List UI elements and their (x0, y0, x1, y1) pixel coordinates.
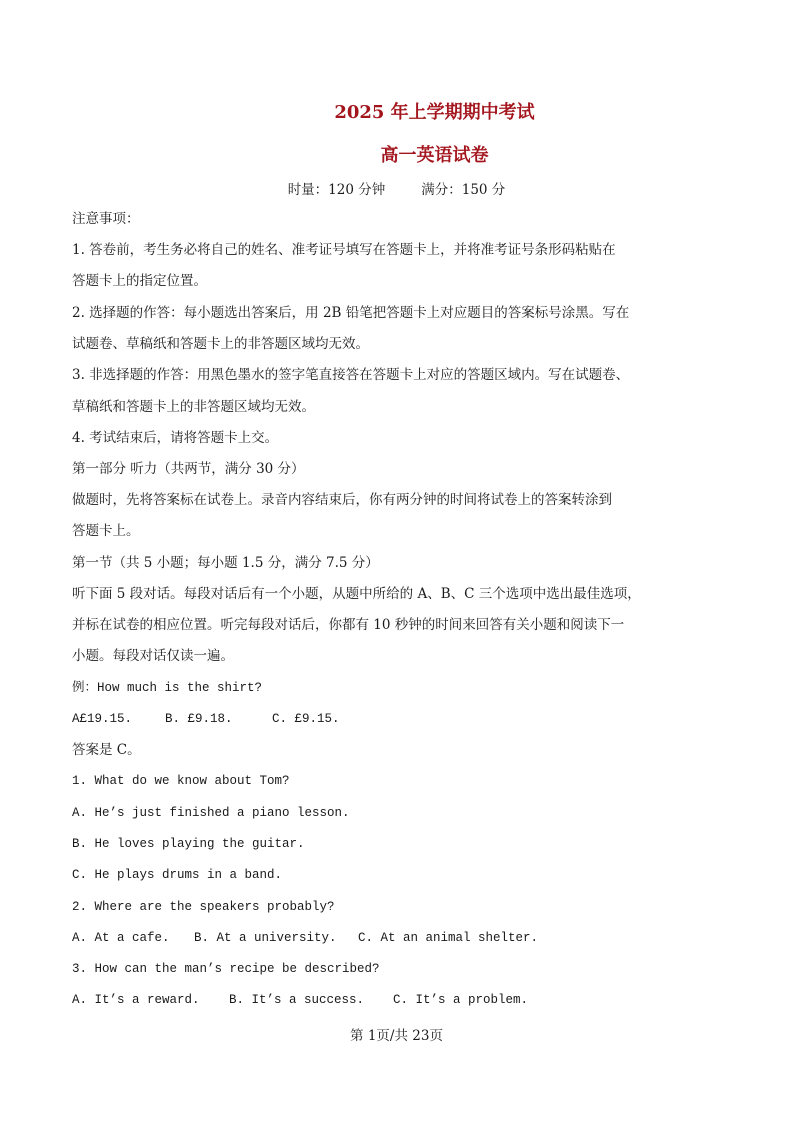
exam-title: 2025 年上学期期中考试 (334, 102, 535, 123)
note-line: 3. 非选择题的作答：用黑色墨水的签字笔直接答在答题卡上对应的答题区域内。写在试题卷、 (72, 367, 630, 383)
question-1-option-a: A. He’s just finished a piano lesson. (72, 806, 350, 820)
option-a: A. At a cafe. (72, 931, 170, 945)
exam-subtitle: 高一英语试卷 (380, 145, 489, 166)
section1-heading: 第一节（共 5 小题；每小题 1.5 分，满分 7.5 分） (72, 555, 379, 571)
question-2-options (72, 929, 538, 947)
notes-heading: 注意事项： (72, 211, 140, 227)
question-1-option-b: B. He loves playing the guitar. (72, 837, 305, 851)
option-b: B. It’s a success. (229, 993, 365, 1007)
full-score: 满分：150 分 (421, 182, 506, 198)
section1-intro-line: 并标在试卷的相应位置。听完每段对话后，你都有 10 秒钟的时间来回答有关小题和阅读下一 (72, 617, 625, 633)
part1-intro-line: 做题时，先将答案标在试卷上。录音内容结束后，你有两分钟的时间将试卷上的答案转涂到 (72, 492, 612, 508)
note-line: 草稿纸和答题卡上的非答题区域均无效。 (72, 399, 315, 415)
option-a: A£19.15. (72, 712, 133, 726)
example-answer: 答案是 C。 (72, 742, 141, 758)
question-3-options (72, 991, 528, 1009)
example-options (72, 710, 340, 728)
time-limit: 时量：120 分钟 (287, 182, 386, 198)
example-question: 例：How much is the shirt? (72, 681, 263, 695)
section1-intro-line: 听下面 5 段对话。每段对话后有一个小题，从题中所给的 A、B、C 三个选项中选出最佳选项， (72, 586, 641, 602)
option-b: B. £9.18. (165, 712, 233, 726)
note-line: 1. 答卷前，考生务必将自己的姓名、准考证号填写在答题卡上，并将准考证号条形码粘贴在 (72, 242, 616, 258)
option-b: B. At a university. (194, 931, 337, 945)
option-c: C. £9.15. (272, 712, 340, 726)
question-1-option-c: C. He plays drums in a band. (72, 868, 283, 882)
note-line: 试题卷、草稿纸和答题卡上的非答题区域均无效。 (72, 336, 369, 352)
note-line: 2. 选择题的作答：每小题选出答案后，用 2B 铅笔把答题卡上对应题目的答案标号涂黑。写在 (72, 305, 630, 321)
option-c: C. At an animal shelter. (358, 931, 539, 945)
note-line: 答题卡上的指定位置。 (72, 273, 207, 289)
part1-heading: 第一部分 听力（共两节，满分 30 分） (72, 461, 305, 477)
part1-intro-line: 答题卡上。 (72, 523, 140, 539)
question-1: 1. What do we know about Tom? (72, 774, 290, 788)
option-c: C. It’s a problem. (393, 993, 529, 1007)
question-2: 2. Where are the speakers probably? (72, 900, 335, 914)
question-3: 3. How can the man’s recipe be described? (72, 962, 380, 976)
exam-meta (0, 178, 793, 198)
page-number: 第 1页/共 23页 (350, 1028, 443, 1044)
note-line: 4. 考试结束后，请将答题卡上交。 (72, 430, 279, 446)
option-a: A. It’s a reward. (72, 993, 200, 1007)
section1-intro-line: 小题。每段对话仅读一遍。 (72, 648, 234, 664)
